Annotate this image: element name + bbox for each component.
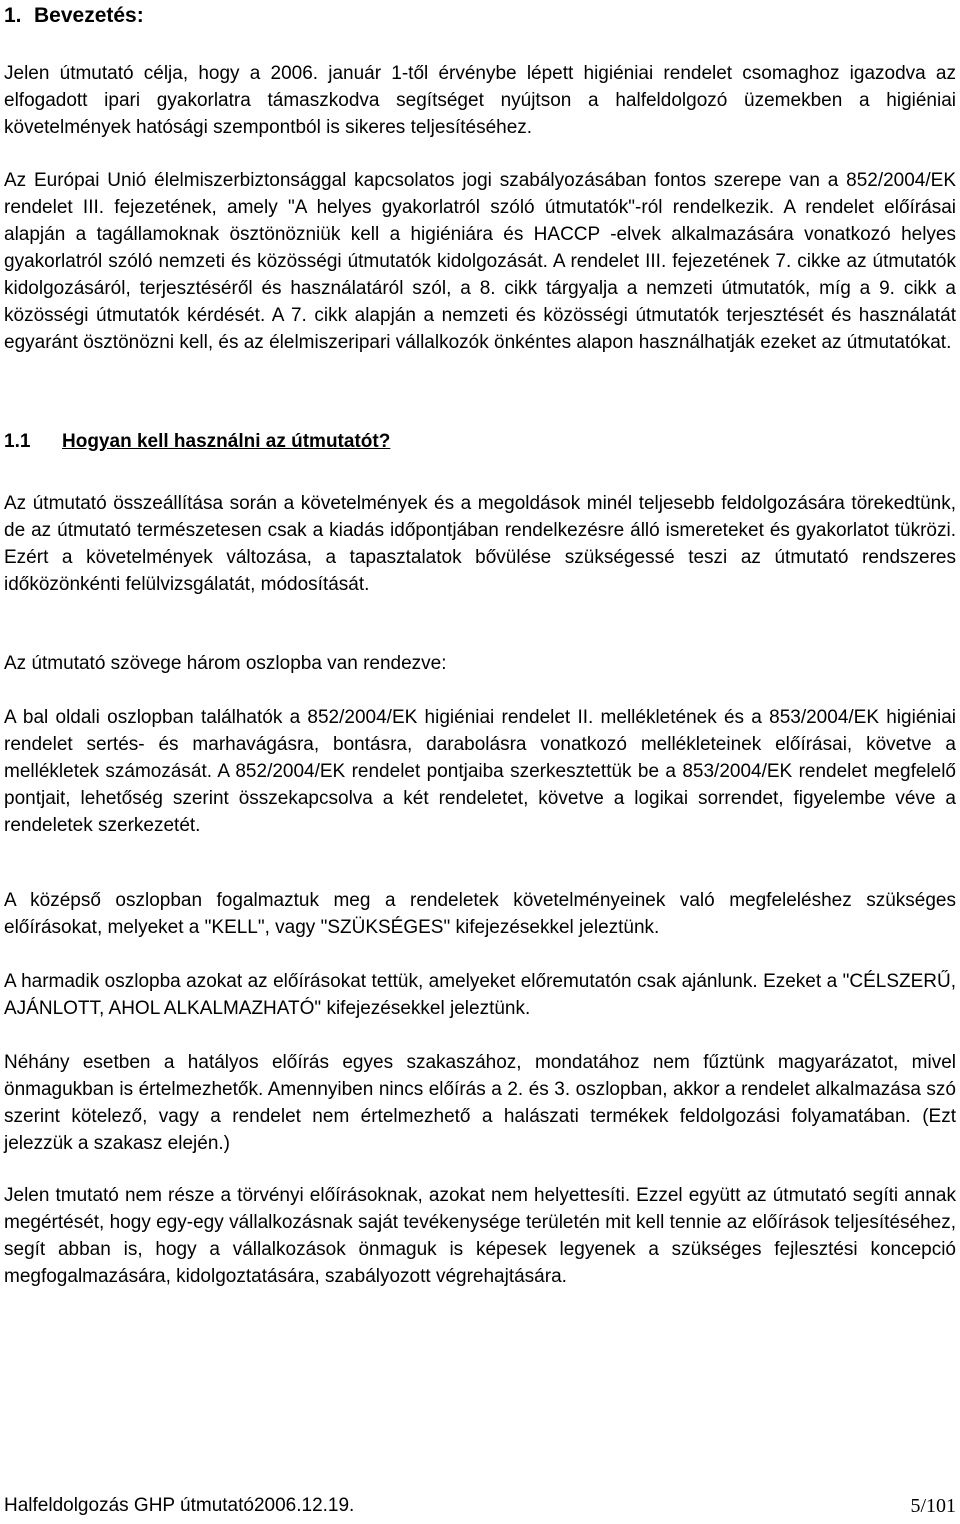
subsection-heading	[4, 428, 390, 455]
paragraph-right-column: A harmadik oszlopba azokat az előírásokat tettük, amelyeket előremutatón csak ajánlunk. Ezeket a "CÉLSZERŰ, AJÁNLOTT, AHOL ALKALMAZHATÓ" kifejezésekkel jeleztünk.	[4, 971, 956, 1019]
subsection-title: Hogyan kell használni az útmutatót?	[62, 431, 391, 452]
footer-page-number: 5/101	[910, 1495, 956, 1517]
paragraph-explanations: Néhány esetben a hatályos előírás egyes szakaszához, mondatához nem fűztünk magyarázatot, mivel önmagukban is értelmezhetők. Amennyiben nincs előírás a 2. és 3. oszlopban, akkor a rendelet alkalmazása szó szerint kötelező, vagy a rendelet nem értelmezhető a halászati termékek feldolgozási folyamatában. (Ezt jelezzük a szakasz elején.)	[4, 1052, 956, 1154]
paragraph-purpose: Jelen útmutató célja, hogy a 2006. január 1-től érvénybe lépett higiéniai rendelet csomaghoz igazodva az elfogadott ipari gyakorlatra támaszkodva segítséget nyújtson a halfeldolgozó üzemekben a higiéniai követelmények hatósági szempontból is sikeres teljesítéséhez.	[4, 63, 956, 138]
paragraph-guide-status: Jelen tmutató nem része a törvényi előírásoknak, azokat nem helyettesíti. Ezzel együtt az útmutató segíti annak megértését, hogy egy-egy vállalkozásnak saját tevékenysége területén mit kell tennie az előírások teljesítéséhez, segít abban is, hogy a vállalkozások önmaguk is képesek legyenek a szükséges fejlesztési koncepció megfogalmazására, kidolgoztatására, szabályozott végrehajtására.	[4, 1185, 956, 1287]
paragraph-compilation: Az útmutató összeállítása során a követelmények és a megoldások minél teljesebb feldolgozására törekedtünk, de az útmutató természetesen csak a kiadás időpontjában rendelkezésre álló ismereteket és gyakorlatot tükrözi. Ezért a követelmények változása, a tapasztalatok bővülése szükségessé teszi az útmutató rendszeres időközönkénti felülvizsgálatát, módosítását.	[4, 493, 956, 595]
subsection-number: 1.1	[4, 431, 31, 452]
section-heading	[4, 4, 144, 28]
paragraph-middle-column: A középső oszlopban fogalmaztuk meg a rendeletek követelményeinek való megfeleléshez szükséges előírásokat, melyeket a "KELL", vagy "SZÜKSÉGES" kifejezésekkel jeleztünk.	[4, 890, 956, 938]
footer-document-title: Halfeldolgozás GHP útmutató2006.12.19.	[4, 1495, 355, 1516]
paragraph-eu-regulation: Az Európai Unió élelmiszerbiztonsággal kapcsolatos jogi szabályozásában fontos szerepe van a 852/2004/EK rendelet III. fejezetének, amely "A helyes gyakorlatról szóló útmutatók"-ról rendelkezik. A rendelet előírásai alapján a tagállamoknak ösztönözniük kell a higiéniára és HACCP -elvek alkalmazására vonatkozó helyes gyakorlatról szóló nemzeti és közösségi útmutatók kidolgozását. A rendelet III. fejezetének 7. cikke az útmutatók kidolgozásáról, terjesztéséről és használatáról szól, a 8. cikk tárgyalja a nemzeti útmutatók, míg a 9. cikk a közösségi útmutatók kérdését. A 7. cikk alapján a nemzeti és közösségi útmutatók terjesztését és használatát egyaránt ösztönözni kell, és az élelmiszeripari vállalkozók önkéntes alapon használhatják ezeket az útmutatókat.	[4, 170, 956, 353]
section-title: Bevezetés:	[34, 4, 144, 27]
section-number: 1.	[4, 4, 22, 27]
paragraph-left-column: A bal oldali oszlopban találhatók a 852/2004/EK higiéniai rendelet II. mellékletének és a 853/2004/EK higiéniai rendelet sertés- és marhavágásra, bontásra, darabolásra vonatkozó mellékleteinek előírásai, követve a mellékletek számozását. A 852/2004/EK rendelet pontjaiba szerkesztettük be a 853/2004/EK rendelet megfelelő pontjait, lehetőség szerint összekapcsolva a két rendeletet, követve a logikai sorrendet, figyelembe véve a rendeletek szerkezetét.	[4, 707, 956, 836]
paragraph-three-columns: Az útmutató szövege három oszlopba van rendezve:	[4, 653, 447, 674]
